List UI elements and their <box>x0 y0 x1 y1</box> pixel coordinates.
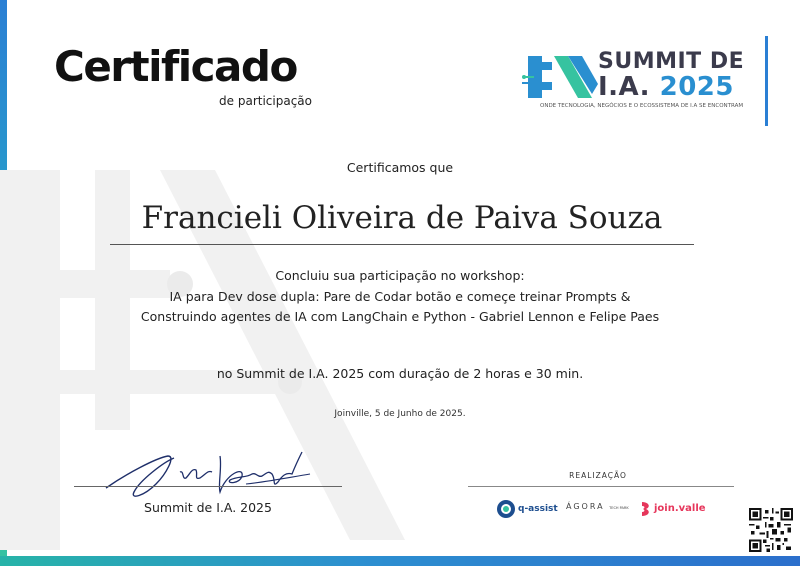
duration-line: no Summit de I.A. 2025 com duração de 2 horas e 30 min. <box>216 366 584 381</box>
place-date: Joinville, 5 de Junho de 2025. <box>334 409 466 419</box>
completed-line: Concluiu sua participação no workshop: <box>275 268 525 283</box>
workshop-title-line1: IA para Dev dose dupla: Pare de Codar botão e começe treinar Prompts & <box>169 289 631 304</box>
realizacao-divider <box>468 486 734 487</box>
signature-label: Summit de I.A. 2025 <box>144 500 272 515</box>
sponsor-joinville-logo <box>640 498 706 517</box>
qr-code-icon <box>749 508 793 552</box>
workshop-title-line2: Construindo agentes de IA com LangChain e Python - Gabriel Lennon e Felipe Paes <box>140 309 660 324</box>
qassist-name: q-assist <box>518 503 558 514</box>
event-name-line2 <box>598 72 734 102</box>
event-name-prefix: I.A. <box>598 72 651 102</box>
certificate-title: Certificado <box>54 42 297 91</box>
event-name-line1: SUMMIT DE <box>598 49 745 74</box>
joinville-name: join.valle <box>654 503 706 514</box>
joinville-mark-icon <box>640 501 652 517</box>
realizacao-heading: REALIZAÇÃO <box>569 471 627 480</box>
handwritten-signature <box>96 444 316 504</box>
signature-line <box>74 486 342 487</box>
certify-line: Certificamos que <box>346 160 454 175</box>
name-underline <box>110 244 694 245</box>
sponsor-qassist-logo <box>496 498 558 519</box>
workshop-title <box>0 287 800 327</box>
sponsor-agora-logo <box>566 502 629 511</box>
event-year: 2025 <box>659 72 734 102</box>
bottom-accent-stripe <box>0 556 800 566</box>
agora-name: ÁGORA <box>566 502 605 511</box>
event-tagline: ONDE TECNOLOGIA, NEGÓCIOS E O ECOSSISTEMA DE I.A SE ENCONTRAM <box>540 103 744 109</box>
certificate-subtitle: de participação <box>219 94 312 108</box>
recipient-name: Francieli Oliveira de Paiva Souza <box>141 200 663 236</box>
event-accent-bar <box>765 36 768 126</box>
qassist-globe-icon <box>496 499 516 519</box>
agora-subtitle: TECH PARK <box>609 506 629 510</box>
